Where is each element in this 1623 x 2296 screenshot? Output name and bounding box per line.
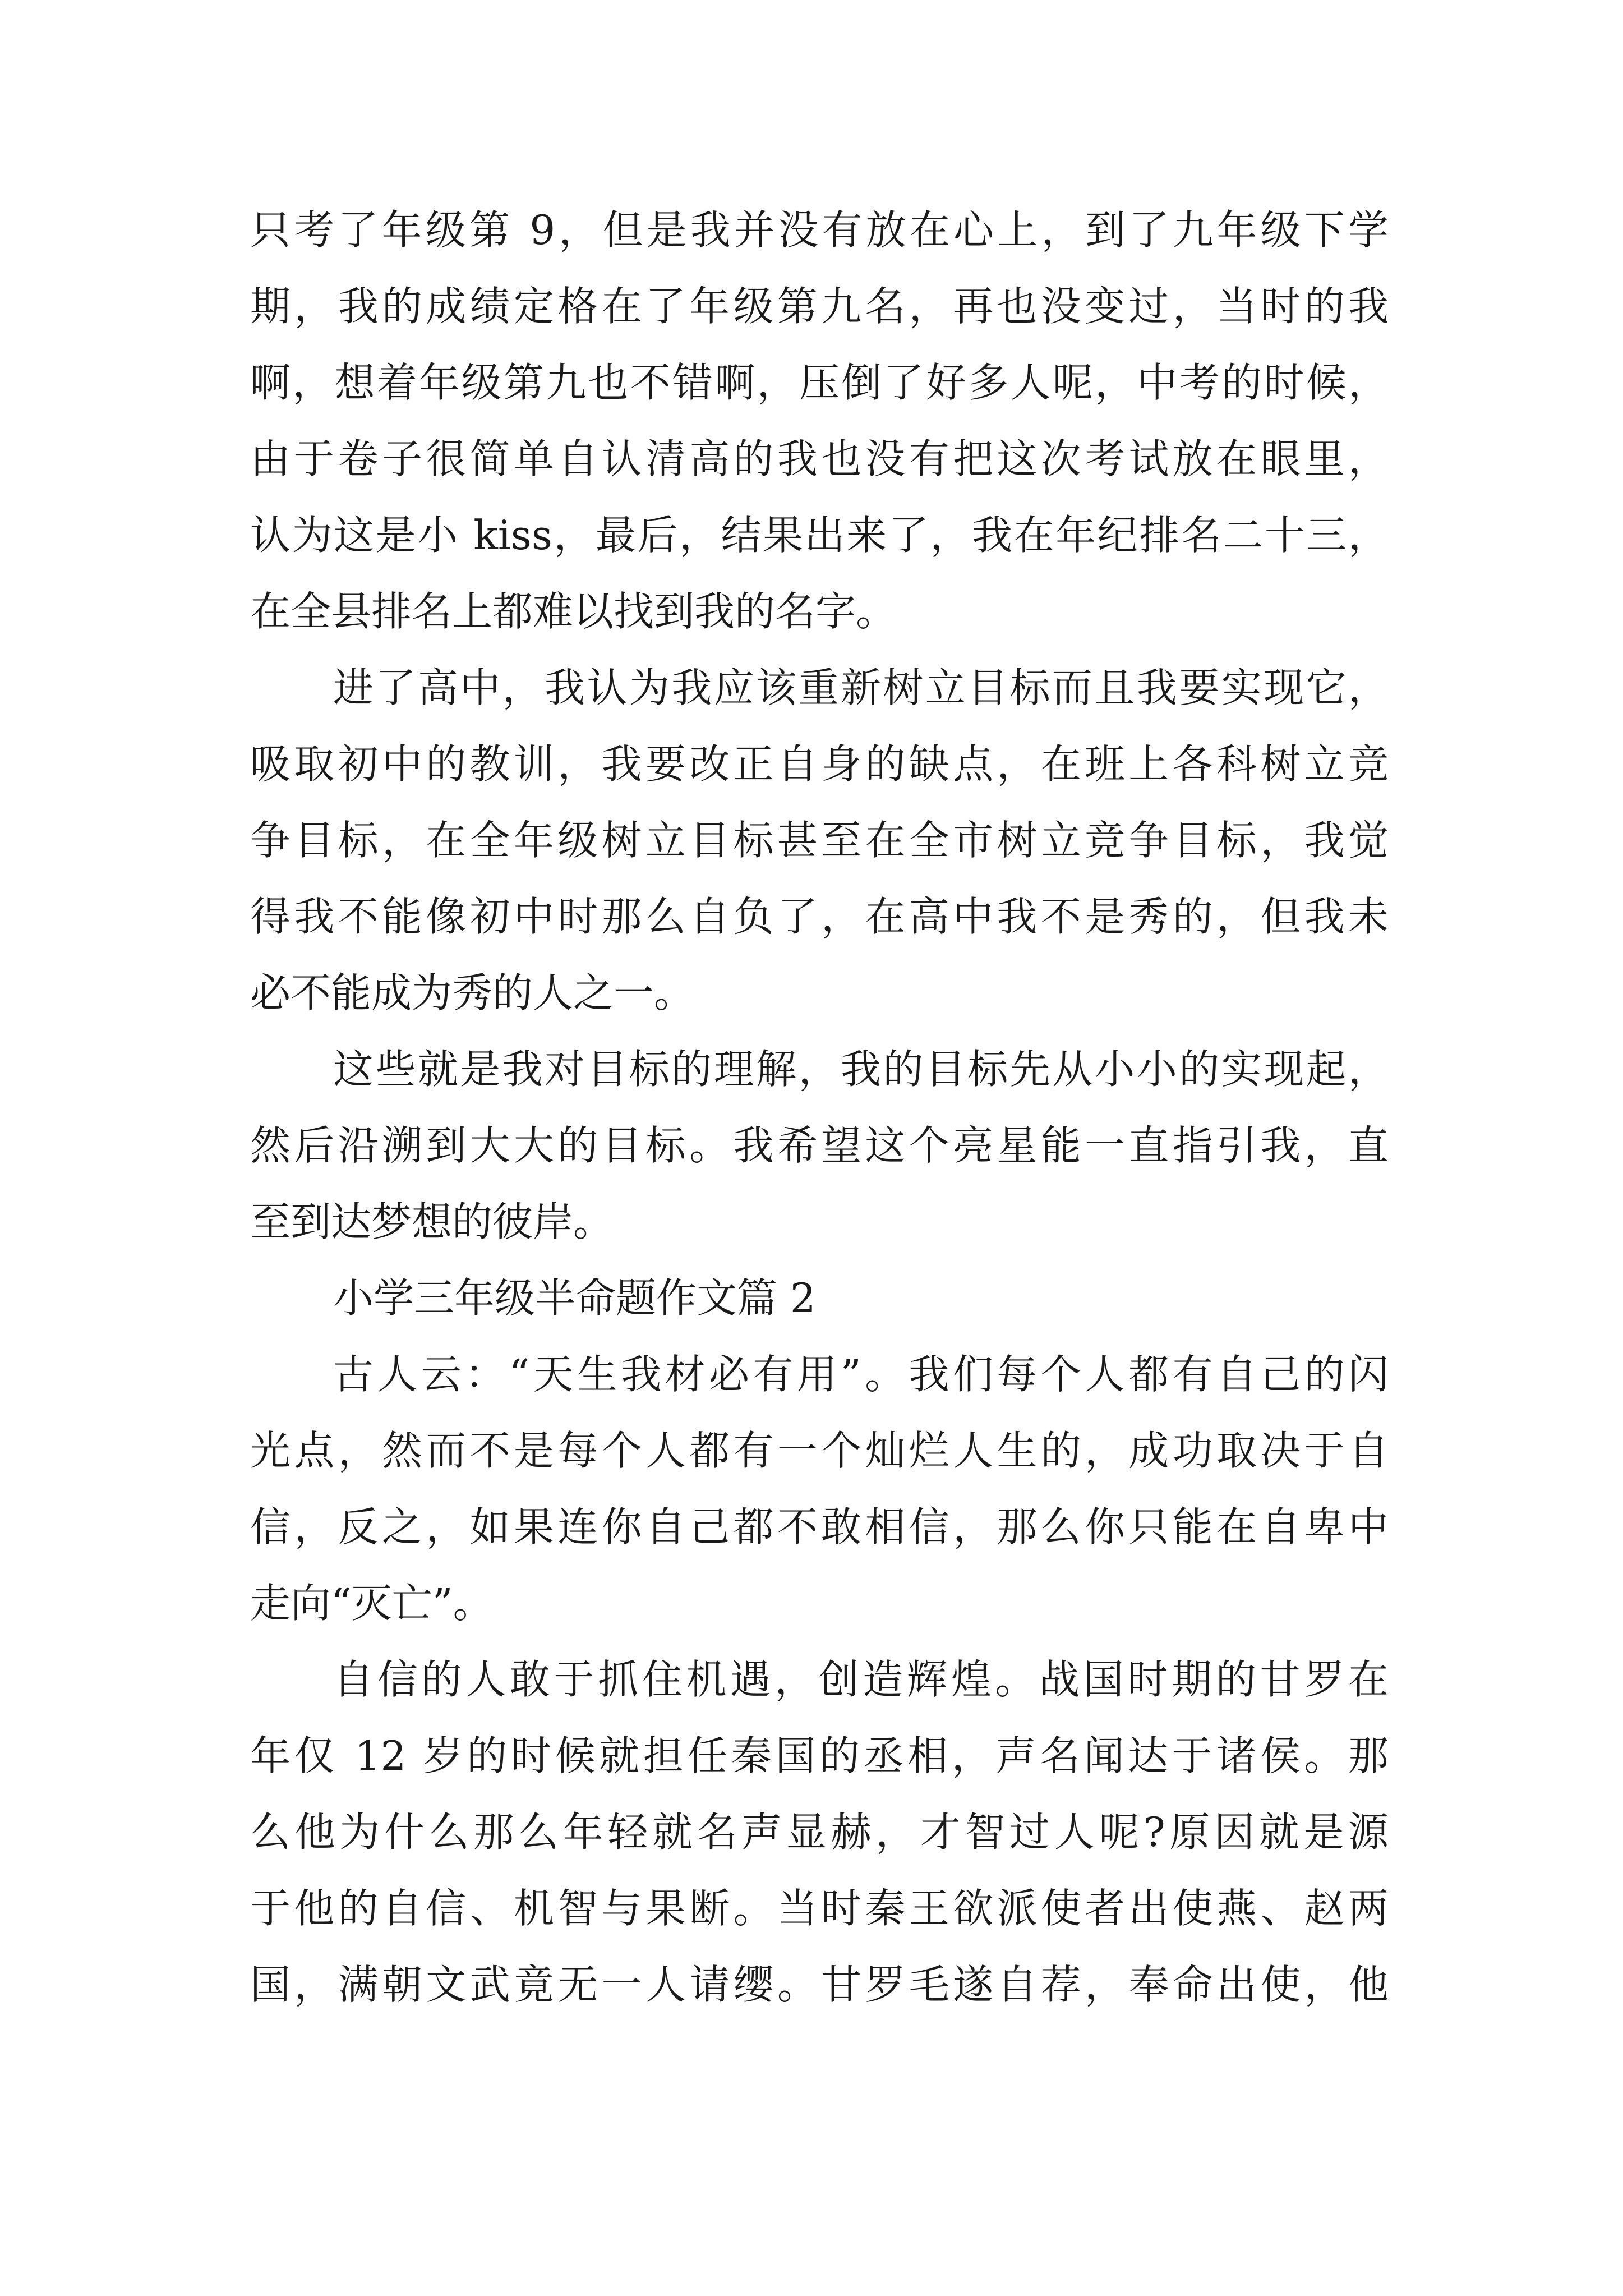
text-line: 在全县排名上都难以找到我的名字。 (250, 588, 897, 635)
text-line: 进了高中，我认为我应该重新树立目标而且我要实现它， (333, 664, 1389, 711)
text-line: 期，我的成绩定格在了年级第九名，再也没变过，当时的我 (250, 283, 1389, 330)
text-line: 啊，想着年级第九也不错啊，压倒了好多人呢，中考的时候， (250, 359, 1389, 406)
text-line: 争目标，在全年级树立目标甚至在全市树立竞争目标，我觉 (250, 817, 1389, 864)
text-line: 认为这是小 kiss，最后，结果出来了，我在年纪排名二十三， (250, 512, 1389, 559)
text-line: 信，反之，如果连你自己都不敢相信，那么你只能在自卑中 (250, 1503, 1389, 1550)
text-line: 光点，然而不是每个人都有一个灿烂人生的，成功取决于自 (250, 1427, 1389, 1474)
text-line: 至到达梦想的彼岸。 (250, 1198, 614, 1245)
text-line: 然后沿溯到大大的目标。我希望这个亮星能一直指引我，直 (250, 1122, 1389, 1169)
text-line: 只考了年级第 9，但是我并没有放在心上，到了九年级下学 (250, 206, 1389, 254)
text-line: 国，满朝文武竟无一人请缨。甘罗毛遂自荐，奉命出使，他 (250, 1961, 1389, 2008)
text-line: 自信的人敢于抓住机遇，创造辉煌。战国时期的甘罗在 (333, 1656, 1389, 1703)
text-line: 年仅 12 岁的时候就担任秦国的丞相，声名闻达于诸侯。那 (250, 1732, 1389, 1779)
text-line: 吸取初中的教训，我要改正自身的缺点，在班上各科树立竞 (250, 740, 1389, 788)
text-line: 得我不能像初中时那么自负了，在高中我不是秀的，但我未 (250, 893, 1389, 940)
text-line: 这些就是我对目标的理解，我的目标先从小小的实现起， (333, 1046, 1389, 1093)
text-line: 于他的自信、机智与果断。当时秦王欲派使者出使燕、赵两 (250, 1885, 1389, 1932)
section-heading: 小学三年级半命题作文篇 2 (333, 1274, 816, 1322)
text-line: 古人云：“天生我材必有用”。我们每个人都有自己的闪 (333, 1351, 1389, 1398)
text-line: 必不能成为秀的人之一。 (250, 969, 695, 1016)
text-line: 么他为什么那么年轻就名声显赫，才智过人呢?原因就是源 (250, 1809, 1389, 1856)
text-line: 走向“灭亡”。 (250, 1580, 494, 1627)
text-line: 由于卷子很简单自认清高的我也没有把这次考试放在眼里， (250, 435, 1389, 482)
